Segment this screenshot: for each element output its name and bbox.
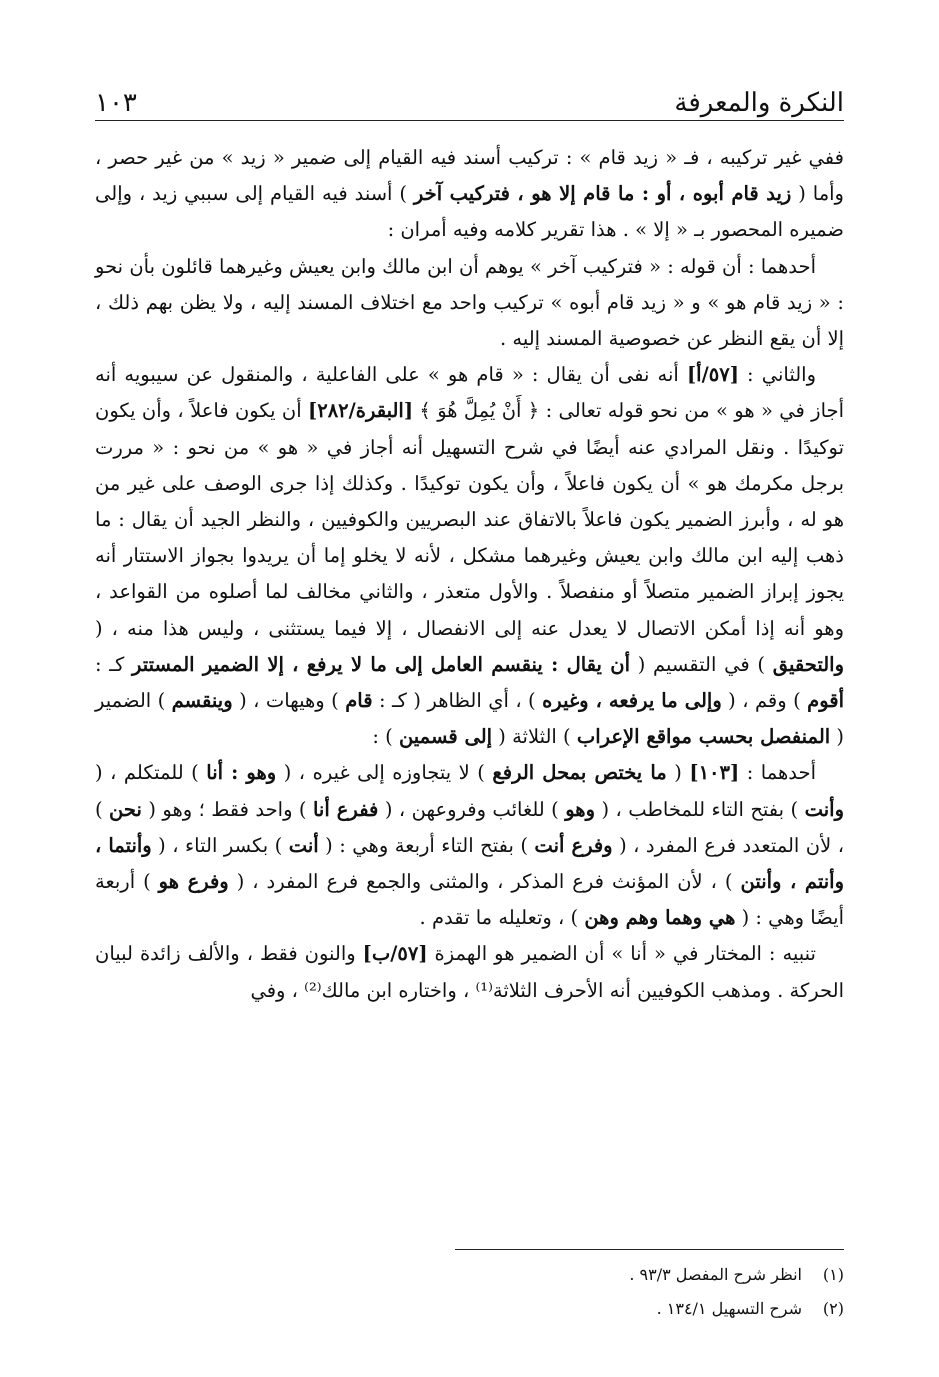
bold-segment: [٥٧/أ]	[686, 363, 739, 387]
text-segment: ) ، وتعليله ما تقدم .	[419, 906, 585, 930]
text-segment: ) أسند فيه القيام إلى سببي زيد ، وإلى ضميره المحصور بـ « إلا » . هذا تقرير كلامه وفيه أمران :	[95, 182, 844, 242]
text-segment: والثاني :	[738, 363, 816, 387]
bold-segment: وأنت	[804, 797, 844, 821]
bold-segment: [٥٧/ب]	[362, 942, 428, 966]
bold-segment: أقوم	[807, 689, 845, 713]
text-segment: ) لا يتجاوزه إلى غيره ، (	[276, 761, 493, 785]
footnote-text: شرح التسهيل ١٣٤/١ .	[656, 1299, 802, 1318]
text-segment: ) بكسر التاء ، (	[151, 833, 289, 857]
bold-segment: ما يختص بمحل الرفع	[492, 761, 667, 785]
bold-segment: أن يقال : ينقسم العامل إلى ما لا يرفع ، إلا الضمير المستتر	[132, 652, 631, 676]
paragraph-p4	[95, 755, 844, 936]
footnotes	[95, 1258, 844, 1326]
bold-segment: المنفصل بحسب مواقع الإعراب	[576, 725, 831, 749]
text-segment: ) الثلاثة (	[492, 725, 577, 749]
paragraph-p1	[95, 140, 844, 249]
text-segment: ) أربعة أيضًا وهي : (	[95, 870, 844, 930]
bold-segment: قام	[345, 689, 373, 713]
text-segment: ) الضمير (	[95, 689, 844, 749]
bold-segment: وينقسم	[171, 689, 233, 713]
text-segment: والنون فقط ، والألف زائدة لبيان الحركة . ومذهب الكوفيين أنه الأحرف الثلاثة⁽¹⁾ ، واختاره ابن مالك⁽²⁾ ، وفي	[95, 942, 844, 1002]
text-segment: أحدهما : أن قوله : « فتركيب آخر » يوهم أن ابن مالك وابن يعيش وغيرهما قائلون بأن نحو : « زيد قام هو » و « زيد قام أبوه » تركيب واحد مع اختلاف المسند إليه ، ولا يظن بهم ذلك ، إلا أن يقع النظر عن خصوصية المسند إليه .	[95, 254, 844, 351]
text-segment: ) :	[372, 725, 399, 749]
bold-segment: إلى قسمين	[398, 725, 493, 749]
text-segment: ) واحد فقط ؛ وهو (	[141, 797, 313, 821]
footnote-text: انظر شرح المفصل ٩٣/٣ .	[629, 1265, 802, 1284]
bold-segment: وهو	[565, 797, 596, 821]
text-segment: ففي غير تركيبه ، فـ « زيد قام » : تركيب أسند فيه القيام إلى ضمير « زيد » من غير حصر ، وأما (	[95, 146, 844, 206]
footnote-number: (١)	[822, 1265, 844, 1284]
bold-segment: ففرع أنا	[312, 797, 379, 821]
text-segment: ) وهيهات ، (	[232, 689, 346, 713]
header-rule	[95, 120, 844, 121]
bold-segment: [١٠٣]	[689, 761, 740, 785]
bold-segment: زيد قام أبوه ، أو : ما قام إلا هو ، فتركيب آخر	[413, 182, 792, 206]
bold-segment: وأنتما ، وأنتم ، وأنتن	[95, 833, 844, 894]
text-segment: ) بفتح التاء أربعة وهي : (	[318, 833, 535, 857]
text-segment: ) للمتكلم ، (	[95, 761, 207, 785]
text-segment: (	[666, 761, 690, 785]
bold-segment: وهو : أنا	[206, 761, 277, 785]
text-segment: ) ، لأن المؤنث فرع المذكر ، والمثنى والجمع فرع المفرد ، (	[228, 870, 741, 894]
paragraph-p2	[95, 249, 844, 358]
bold-segment: والتحقيق	[772, 652, 844, 676]
footnote-rule	[455, 1249, 844, 1250]
bold-segment: نحن	[109, 797, 142, 821]
bold-segment: وفرع أنت	[534, 833, 613, 857]
text-segment: ) ، لأن المتعدد فرع المفرد ، (	[95, 797, 844, 857]
running-header	[95, 78, 844, 118]
footnote	[95, 1258, 844, 1292]
text-segment: ) بفتح التاء للمخاطب ، (	[595, 797, 805, 821]
bold-segment: أنت	[288, 833, 319, 857]
page-number: ١٠٣	[95, 88, 137, 118]
text-segment: ) ، أي الظاهر ( كـ :	[372, 689, 543, 713]
text-segment: كـ :	[95, 652, 132, 676]
paragraph-p5	[95, 936, 844, 1008]
text-segment: ) وقم ، (	[721, 689, 808, 713]
bold-segment: هي وهما وهم وهن	[584, 906, 736, 930]
text-segment: ) في التقسيم (	[630, 652, 773, 676]
text-segment: أنه نفى أن يقال : « قام هو » على الفاعلية ، والمنقول عن سيبويه أنه أجاز في « هو » من نحو قوله تعالى : ﴿ أَنْ يُمِلَّ هُوَ ﴾	[95, 363, 845, 423]
text-segment: أن يكون فاعلاً ، وأن يكون توكيدًا . ونقل المرادي عنه أيضًا في شرح التسهيل أنه أجاز في « هو » من نحو : « مررت برجل مكرمك هو » أن يكون فاعلاً ، وأن يكون توكيدًا . وكذلك إذا جرى الوصف على غير من هو له ، وأبرز الضمير يكون فاعلاً بالاتفاق عند البصريين والكوفيين ، والنظر الجيد أن يقال : ما ذهب إليه ابن مالك وابن يعيش وغيرهما مشكل ، لأنه لا يخلو إما أن يريدوا بجواز الاستتار أنه يجوز إبراز الضمير متصلاً أو منفصلاً . والأول متعذر ، والثاني مخالف لما أصلوه من القواعد ، وهو أنه إذا أمكن الاتصال لا يعدل عنه إلى الانفصال ، إلا فيما يستثنى ، وليس هذا منه ، (	[95, 399, 844, 640]
text-segment: ) للغائب وفروعهن ، (	[378, 797, 566, 821]
chapter-title: النكرة والمعرفة	[674, 88, 844, 118]
bold-segment: [البقرة/٢٨٢]	[307, 399, 414, 423]
text-segment: تنبيه : المختار في « أنا » أن الضمير هو الهمزة	[427, 942, 816, 966]
footnote	[95, 1292, 844, 1326]
body-text	[95, 140, 844, 1009]
footnote-number: (٢)	[822, 1299, 844, 1318]
paragraph-p3	[95, 357, 844, 755]
bold-segment: وإلى ما يرفعه ، وغيره	[542, 689, 722, 713]
bold-segment: وفرع هو	[158, 870, 229, 894]
text-segment: أحدهما :	[739, 761, 816, 785]
